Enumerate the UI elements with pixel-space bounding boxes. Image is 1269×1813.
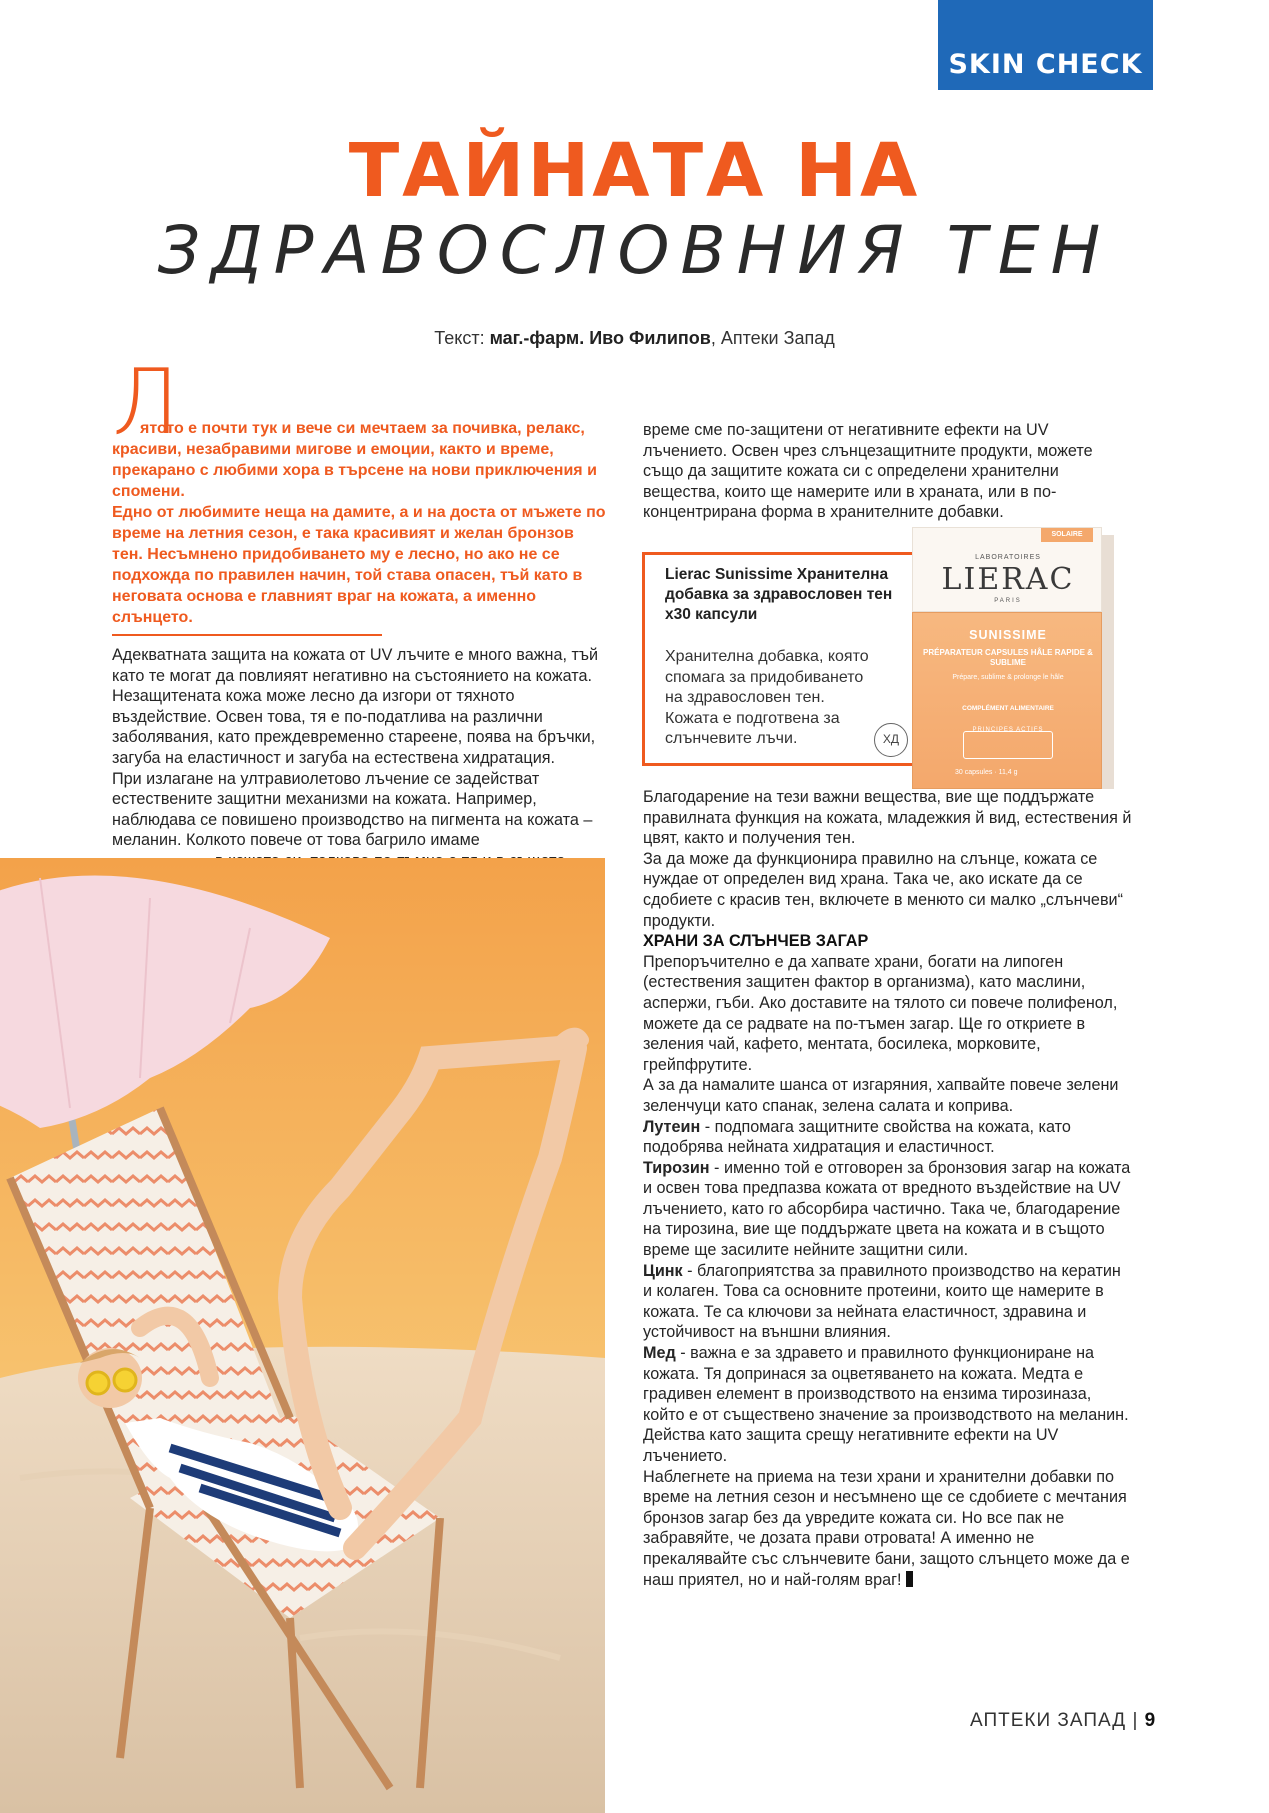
left-paragraph-1: Адекватната защита на кожата от UV лъчите е много важна, тъй като те могат да повлияят негативно на състоянието на кожата. Незащитената кожа може лесно да изгори от тяхното въздействие. Освен това, тя е по-податлива на различни заболявания, като преждевременно стареене, поява на бръчки, загуба на еластичност и загуба на естествена хидратация. bbox=[112, 646, 599, 767]
copper-text: - важна е за здравето и правилното функциониране на кожата. Тя допринася за оцветяването на кожата. Медта е градивен елемент в производството на ензима тирозиназа, който е от съществено значение за производството на меланин. Действа като защита срещу негативните ефекти на UV лъчението. bbox=[643, 1344, 1129, 1465]
right-paragraph-1: Благодарение на тези важни вещества, вие ще поддържате правилната функция на кожата, младежкия й вид, естествения й цвят, както и получения тен. bbox=[643, 788, 1132, 848]
article-title-line1: ТАЙНАТА НА bbox=[348, 128, 921, 214]
end-mark bbox=[906, 1571, 913, 1587]
beach-photo bbox=[0, 858, 605, 1813]
package-subtitle: PRÉPARATEUR CAPSULES HÂLE RAPIDE & SUBLIME bbox=[923, 648, 1093, 667]
section-tab-label: SKIN CHECK bbox=[948, 49, 1143, 80]
footer-label: АПТЕКИ ЗАПАД bbox=[970, 1710, 1127, 1731]
page-footer bbox=[970, 1710, 1156, 1732]
tyrosine-text: - именно той е отговорен за бронзовия загар на кожата и освен това предпазва кожата от вредното въздействие на UV лъчението, като го абсорбира частично. Така че, благодарение на тирозина, вие ще поддържате цвета на кожата и в същото време ще засилите нейните защитни сили. bbox=[643, 1158, 1131, 1260]
lutein-paragraph bbox=[643, 1117, 1133, 1158]
right-paragraph-5 bbox=[643, 1467, 1133, 1591]
byline-author: маг.-фарм. Иво Филипов bbox=[489, 328, 711, 348]
zinc-paragraph bbox=[643, 1261, 1133, 1343]
package-side bbox=[1102, 535, 1114, 789]
left-column bbox=[112, 645, 608, 872]
copper-paragraph bbox=[643, 1343, 1133, 1467]
supplement-badge: ХД bbox=[874, 723, 908, 757]
byline bbox=[0, 328, 1269, 349]
right-top-paragraph: време сме по-защитени от негативните ефекти на UV лъчението. Освен чрез слънцезащитните продукти, можете също да защитите кожата си с определени хранителни вещества, които ще намерите или в храната, или в по-концентрирана форма в хранителните добавки. bbox=[643, 421, 1093, 522]
package-labs: LABORATOIRES bbox=[975, 554, 1041, 561]
lutein-term: Лутеин bbox=[643, 1117, 701, 1136]
package-brand-logo: LIERAC bbox=[941, 562, 1075, 597]
closing-text: Наблегнете на приема на тези храни и хранителни добавки по време на летния сезон и несъмнено ще се сдобиете с мечтания бронзов загар без да увредите кожата си. Но все пак не забравяйте, че дозата прави отровата! А именно не прекалявайте със слънчевите бани, защото слънцето може да е наш приятел, но и най-голям враг! bbox=[643, 1467, 1130, 1589]
byline-org: , Аптеки Запад bbox=[710, 328, 835, 348]
right-paragraph-3: Препоръчително е да хапвате храни, богати на липоген (естествения защитен фактор в организма), като маслини, аспержи, гъби. Ако доставите на тялото си повече полифенол, можете да се радвате на по-тъмен загар. Ще го откриете в зеления чай, кафето, ментата, босилека, морковите, грейпфрутите. bbox=[643, 952, 1118, 1074]
beach-illustration bbox=[0, 858, 605, 1813]
lead-text-1: ятото е почти тук и вече си мечтаем за почивка, релакс, красиви, незабравими мигове и емоции, както и време, прекарано с любими хора в търсене на нови приключения и спомени. bbox=[112, 420, 597, 500]
package-actifs-label: PRINCIPES ACTIFS bbox=[972, 727, 1044, 733]
right-column-bottom bbox=[643, 787, 1133, 1590]
article-title-line2: ЗДРАВОСЛОВНИЯ ТЕН bbox=[157, 212, 1112, 289]
tyrosine-term: Тирозин bbox=[643, 1158, 710, 1177]
right-paragraph-2: За да може да функционира правилно на слънце, кожата се нуждае от определен вид храна. Така че, ако искате да се сдобиете с красив тен, включете в менюто си малко „слънчеви“ продукти. bbox=[643, 849, 1123, 930]
package-footer: 30 capsules · 11,4 g bbox=[955, 769, 1018, 776]
product-description: Хранителна добавка, която спомага за придобиването на здравословен тен. Кожата е подготвена за слънчевите лъчи. bbox=[665, 648, 869, 747]
right-paragraph-4: А за да намалите шанса от изгаряния, хапвайте повече зелени зеленчуци като спанак, зелена салата и коприва. bbox=[643, 1076, 1119, 1115]
lutein-text: - подпомага защитните свойства на кожата, като подобрява нейната хидратация и еластичност. bbox=[643, 1117, 1071, 1157]
product-package-image bbox=[912, 527, 1102, 789]
package-top bbox=[912, 527, 1102, 612]
product-callout bbox=[642, 552, 919, 766]
right-column-top bbox=[643, 420, 1133, 523]
package-complement: COMPLÉMENT ALIMENTAIRE bbox=[962, 705, 1054, 712]
footer-separator: | bbox=[1132, 1710, 1139, 1731]
package-city: PARIS bbox=[994, 598, 1022, 604]
section-tab bbox=[938, 0, 1153, 90]
byline-prefix: Текст: bbox=[434, 328, 485, 348]
package-actifs-box bbox=[963, 727, 1053, 759]
drop-cap: Л bbox=[112, 350, 180, 455]
product-title: Lierac Sunissime Хранителна добавка за здравословен тен х30 капсули bbox=[665, 566, 893, 623]
lead-divider bbox=[112, 634, 382, 636]
package-product-name: SUNISSIME bbox=[969, 628, 1047, 642]
copper-term: Мед bbox=[643, 1344, 676, 1363]
lead-paragraph bbox=[112, 418, 606, 628]
tyrosine-paragraph bbox=[643, 1158, 1133, 1261]
lead-text-2: Едно от любимите неща на дамите, а и на доста от мъжете по време на летния сезон, е така красивият и желан бронзов тен. Несъмнено придобиването му е лесно, но ако не се подхожда по правилен начин, той става опасен, тъй като в неговата основа е главният враг на кожата, а именно слънцето. bbox=[112, 504, 606, 626]
package-solaire-tag: SOLAIRE bbox=[1041, 528, 1093, 542]
zinc-text: - благоприятства за правилното производство на кератин и колаген. Това са основните протеини, които ще намерите в кожата. Те са ключови за нейната еластичност, здравина и устойчивост на външни влияния. bbox=[643, 1261, 1121, 1342]
package-tagline: Prépare, sublime & prolonge le hâle bbox=[952, 674, 1064, 681]
section-heading: ХРАНИ ЗА СЛЪНЧЕВ ЗАГАР bbox=[643, 932, 869, 951]
left-paragraph-2: При излагане на ултравиолетово лъчение се задействат естествените защитни механизми на кожата. Например, наблюдава се повишено производство на пигмента на кожата – меланин. Колкото повече от това багрило имаме bbox=[112, 769, 593, 850]
package-front bbox=[912, 612, 1102, 789]
page-number: 9 bbox=[1144, 1710, 1157, 1731]
zinc-term: Цинк bbox=[643, 1261, 683, 1280]
